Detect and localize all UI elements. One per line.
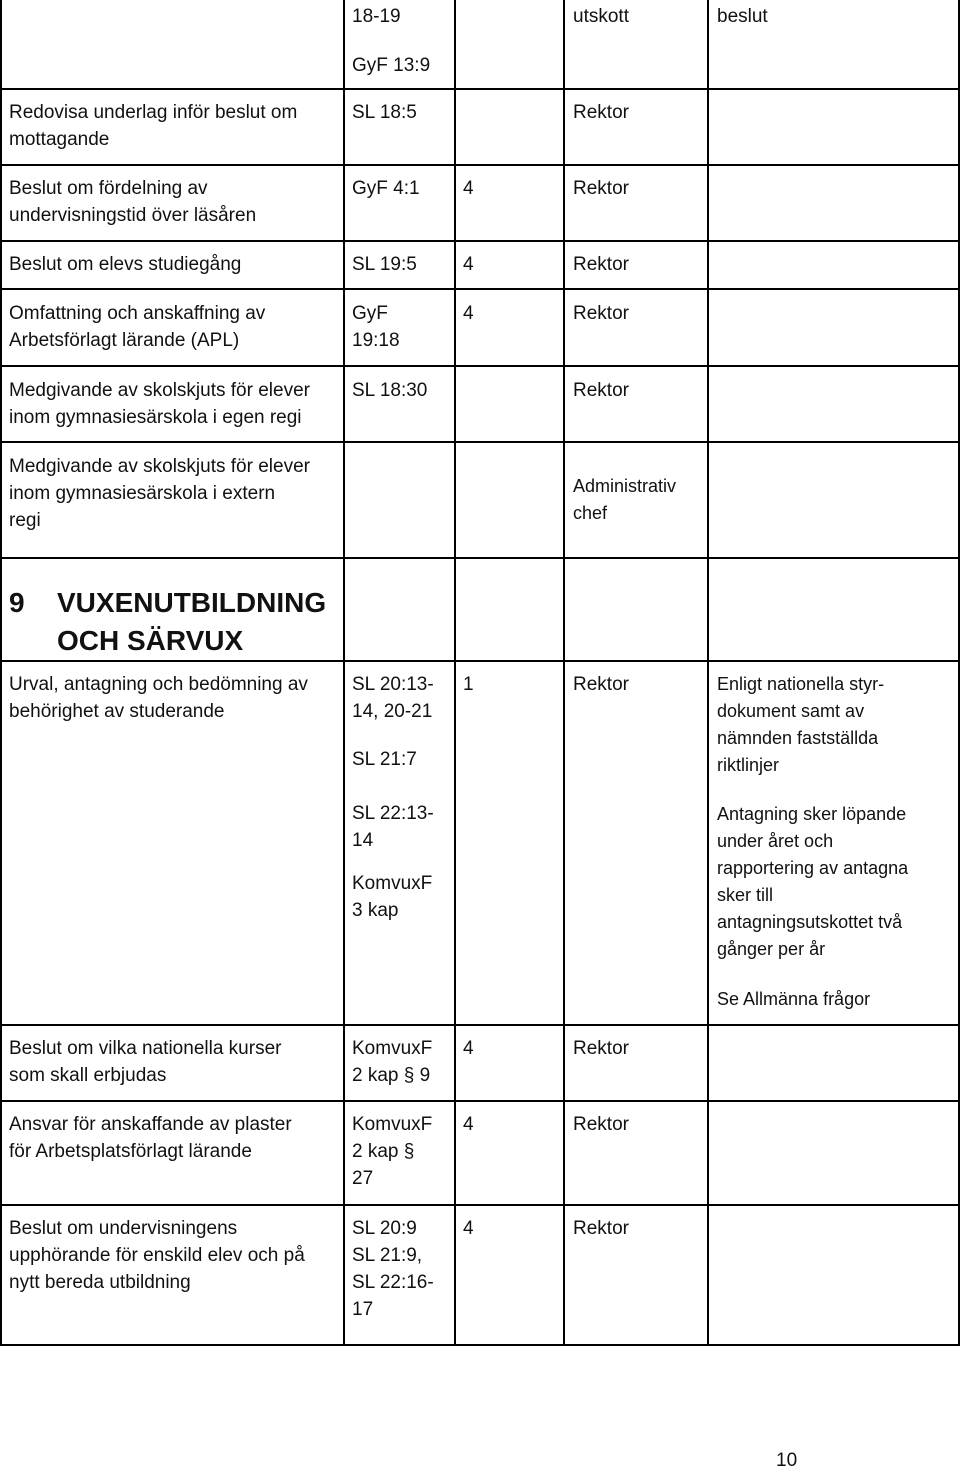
row-reference: SL 20:9 SL 21:9, SL 22:16- 17: [352, 1218, 434, 1320]
row-description: Beslut om elevs studiegång: [9, 254, 242, 275]
row-description: Omfattning och anskaffning av Arbetsförlagt lärande (APL): [9, 303, 266, 351]
row-reference: KomvuxF 3 kap: [352, 873, 433, 921]
row-delegate: Rektor: [573, 102, 629, 123]
row-reference: SL 18:5: [352, 102, 417, 123]
header-paragraph-ref: 18-19 GyF 13:9: [352, 6, 431, 76]
row-reference: KomvuxF 2 kap § 9: [352, 1038, 433, 1086]
row-delegate: Rektor: [573, 254, 629, 275]
row-divider: [0, 1024, 960, 1026]
column-divider: [563, 0, 565, 558]
table-border-left: [0, 0, 2, 558]
row-description: Beslut om vilka nationella kurser som skall erbjudas: [9, 1038, 282, 1086]
row-reference: GyF 19:18: [352, 303, 400, 351]
row-reference: SL 20:13- 14, 20-21: [352, 674, 434, 722]
column-divider: [454, 558, 456, 1346]
row-description: Medgivande av skolskjuts för elever inom gymnasiesärskola i extern regi: [9, 456, 310, 531]
row-delegate: Rektor: [573, 1038, 629, 1059]
row-description: Medgivande av skolskjuts för elever inom gymnasiesärskola i egen regi: [9, 380, 310, 428]
table-border-left: [0, 558, 2, 1346]
row-divider: [0, 557, 960, 559]
row-description: Ansvar för anskaffande av plaster för Arbetsplatsförlagt lärande: [9, 1114, 292, 1162]
row-level: 4: [463, 254, 474, 275]
row-reference: SL 19:5: [352, 254, 417, 275]
row-divider: [0, 164, 960, 166]
column-divider: [343, 558, 345, 1346]
row-note: Enligt nationella styr- dokument samt av nämnden fastställda riktlinjer: [717, 674, 885, 775]
row-delegate: Rektor: [573, 303, 629, 324]
row-delegate: Rektor: [573, 178, 629, 199]
column-divider: [707, 558, 709, 1346]
row-description: Redovisa underlag inför beslut om mottagande: [9, 102, 298, 150]
row-level: 4: [463, 303, 474, 324]
row-divider: [0, 365, 960, 367]
page-number: 10: [776, 1450, 798, 1471]
row-description: Beslut om fördelning av undervisningstid över läsåren: [9, 178, 257, 226]
row-divider: [0, 288, 960, 290]
header-decision: beslut: [717, 6, 768, 27]
row-note: Antagning sker löpande under året och rapportering av antagna sker till antagningsutskottet två gånger per år: [717, 804, 909, 959]
section-title-line: OCH SÄRVUX: [57, 625, 244, 656]
row-divider: [0, 240, 960, 242]
row-divider: [0, 88, 960, 90]
table-border-bottom: [0, 1344, 960, 1346]
header-committee: utskott: [573, 6, 629, 27]
row-level: 4: [463, 1218, 474, 1239]
row-description: Urval, antagning och bedömning av behörighet av studerande: [9, 674, 308, 722]
row-divider: [0, 1204, 960, 1206]
row-level: 4: [463, 178, 474, 199]
column-divider: [454, 0, 456, 558]
row-description: Beslut om undervisningens upphörande för enskild elev och på nytt bereda utbildning: [9, 1218, 305, 1293]
row-delegate: Rektor: [573, 380, 629, 401]
column-divider: [343, 0, 345, 558]
row-divider: [0, 660, 960, 662]
column-divider: [563, 558, 565, 1346]
row-delegate: Rektor: [573, 674, 629, 695]
row-divider: [0, 441, 960, 443]
section-title-line: VUXENUTBILDNING: [57, 587, 327, 618]
row-level: 4: [463, 1038, 474, 1059]
row-delegate: Rektor: [573, 1114, 629, 1135]
row-reference: SL 18:30: [352, 380, 428, 401]
column-divider: [707, 0, 709, 558]
row-delegate: Rektor: [573, 1218, 629, 1239]
row-reference: SL 22:13- 14: [352, 803, 434, 851]
row-reference: GyF 4:1: [352, 178, 420, 199]
row-note: Se Allmänna frågor: [717, 989, 871, 1009]
row-level: 4: [463, 1114, 474, 1135]
row-divider: [0, 1100, 960, 1102]
row-level: 1: [463, 674, 474, 695]
row-reference: KomvuxF 2 kap § 27: [352, 1114, 433, 1189]
section-heading: [9, 584, 326, 660]
row-delegate: Administrativ chef: [573, 476, 677, 523]
section-number: 9: [9, 587, 25, 618]
row-reference: SL 21:7: [352, 749, 417, 770]
